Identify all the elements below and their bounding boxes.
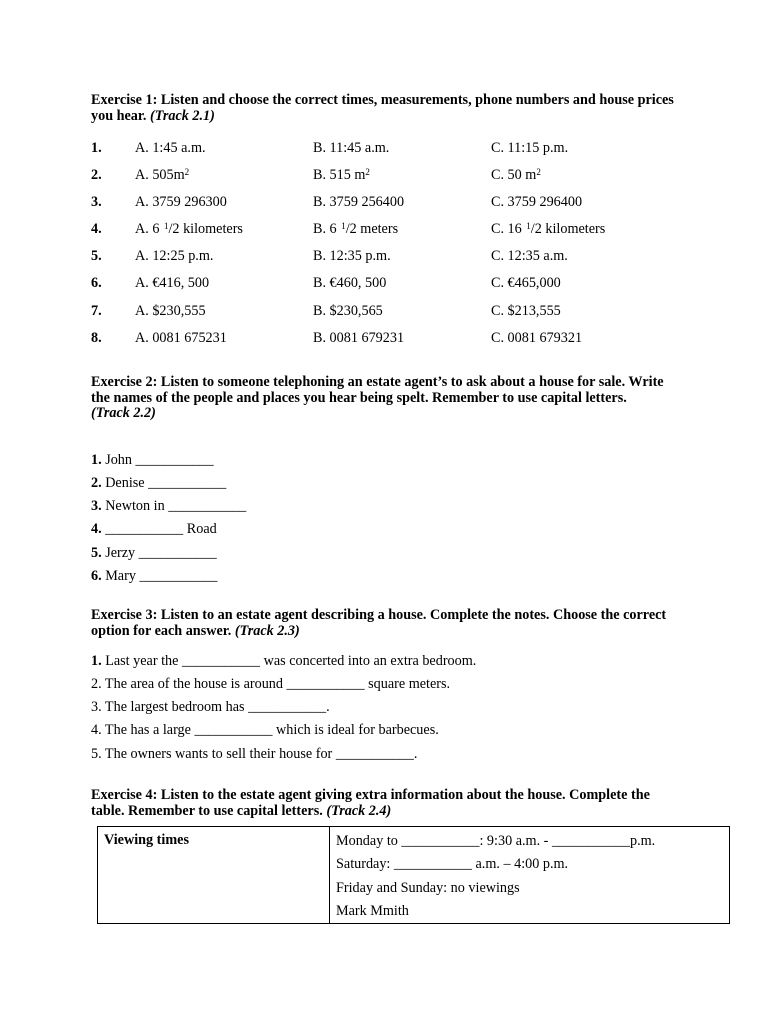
option-c: C. 0081 679321 [491, 330, 583, 346]
item-number: 5. [91, 545, 102, 561]
item-number: 2. [91, 475, 102, 491]
table-line: Friday and Sunday: no viewings [336, 879, 520, 896]
option-c-text: C. 16 [491, 221, 526, 237]
option-a-text: A. 505m [135, 167, 185, 183]
option-a [135, 166, 189, 184]
item-text: Last year the ___________ was concerted into an extra bedroom. [101, 653, 477, 669]
exercise-1-heading [91, 93, 691, 124]
exercise-3-heading-text: Exercise 3: Listen to an estate agent describing a house. Complete the notes. Choose the correct option for each answer. [91, 607, 667, 639]
exercise-1-item [91, 166, 711, 184]
item-number: 2. [91, 167, 102, 183]
item-text: 5. The owners wants to sell their house for ___________. [91, 746, 418, 762]
exercise-2-item [91, 474, 226, 492]
option-b: B. €460, 500 [313, 275, 387, 291]
option-c: C. 3759 296400 [491, 194, 583, 210]
item-number: 1. [91, 653, 102, 669]
option-c-unit: /2 kilometers [530, 221, 606, 237]
option-b-unit: /2 meters [345, 221, 399, 237]
item-number: 4. [91, 221, 102, 237]
fraction-numerator: 1 [163, 221, 169, 231]
viewing-times-table [97, 826, 730, 924]
exercise-1-item [91, 139, 711, 157]
superscript: 2 [365, 167, 370, 177]
option-b: B. 11:45 a.m. [313, 140, 390, 156]
option-c: C. €465,000 [491, 275, 561, 291]
item-text: 2. The area of the house is around ___________ square meters. [91, 676, 451, 692]
item-text: John ___________ [101, 452, 214, 468]
exercise-4-track: (Track 2.4) [326, 802, 392, 819]
fraction-numerator: 1 [341, 221, 346, 231]
item-text: ___________ Road [101, 521, 217, 537]
exercise-3-item [91, 652, 476, 670]
option-b: B. 0081 679231 [313, 330, 405, 346]
superscript: 2 [536, 167, 541, 177]
item-number: 6. [91, 568, 102, 584]
table-content-cell [330, 827, 730, 924]
exercise-2-heading-text: Exercise 2: Listen to someone telephoning an estate agent’s to ask about a house for sale. Write the names of the people and places you hear being spelt. Remember to use capital letters. [91, 374, 664, 406]
exercise-3-item [91, 698, 330, 716]
option-b: B. 3759 256400 [313, 194, 405, 210]
table-line: Mark Mmith [336, 902, 409, 919]
option-b: B. 12:35 p.m. [313, 248, 391, 264]
superscript: 2 [184, 167, 190, 177]
option-b: B. $230,565 [313, 303, 383, 319]
exercise-2-track: (Track 2.2) [91, 405, 156, 421]
exercise-2-item [91, 497, 246, 515]
item-number: 4. [91, 521, 102, 537]
item-number: 7. [91, 303, 102, 319]
option-b-text: B. 515 m [313, 167, 366, 183]
item-number: 3. [91, 194, 102, 210]
exercise-3-heading [91, 608, 671, 639]
fraction-numerator: 1 [526, 221, 531, 231]
option-c: C. $213,555 [491, 303, 561, 319]
exercise-1-item [91, 274, 711, 292]
exercise-1-item [91, 302, 711, 320]
option-b-text: B. 6 [313, 221, 341, 237]
table-line: Monday to ___________: 9:30 a.m. - ___________p.m. [336, 833, 656, 849]
option-a: A. 12:25 p.m. [135, 248, 214, 264]
item-text: 4. The has a large ___________ which is ideal for barbecues. [91, 722, 439, 738]
item-number: 1. [91, 452, 102, 468]
exercise-2-heading [91, 375, 681, 422]
exercise-1-track: (Track 2.1) [150, 107, 215, 124]
option-a: A. 1:45 a.m. [135, 140, 206, 156]
exercise-2-item [91, 451, 214, 469]
exercise-4-heading-text: Exercise 4: Listen to the estate agent giving extra information about the house. Complete the table. Remember to use capital letters. [91, 787, 650, 819]
item-number: 6. [91, 275, 102, 291]
option-c [491, 220, 605, 238]
item-text: Denise ___________ [101, 475, 227, 491]
option-b [313, 220, 398, 238]
exercise-1-item [91, 220, 711, 238]
exercise-2-item [91, 544, 217, 562]
exercise-3-track: (Track 2.3) [234, 622, 300, 639]
item-number: 1. [91, 140, 102, 156]
exercise-3-item [91, 745, 417, 763]
option-b [313, 166, 370, 184]
option-a: A. 0081 675231 [135, 330, 227, 346]
option-a [135, 220, 243, 238]
exercise-2-item [91, 520, 217, 538]
exercise-3-item [91, 721, 439, 739]
exercise-3-item [91, 675, 450, 693]
item-text: Mary ___________ [101, 568, 218, 584]
option-a: A. 3759 296300 [135, 194, 227, 210]
item-text: Newton in ___________ [101, 498, 247, 514]
item-number: 8. [91, 330, 102, 346]
table-row [98, 827, 730, 924]
exercise-2-item [91, 567, 218, 585]
item-text: Jerzy ___________ [101, 545, 217, 561]
option-c-text: C. 50 m [491, 167, 537, 183]
option-a-unit: /2 kilometers [168, 221, 243, 237]
option-a: A. €416, 500 [135, 275, 210, 291]
exercise-1-item [91, 329, 711, 347]
option-c: C. 11:15 p.m. [491, 140, 569, 156]
option-c [491, 166, 541, 184]
exercise-4-heading [91, 788, 681, 819]
option-a-text: A. 6 [135, 221, 163, 237]
item-number: 3. [91, 498, 102, 514]
option-c: C. 12:35 a.m. [491, 248, 568, 264]
item-number: 5. [91, 248, 102, 264]
exercise-1-item [91, 193, 711, 211]
table-line: Saturday: ___________ a.m. – 4:00 p.m. [336, 856, 569, 873]
option-a: A. $230,555 [135, 303, 206, 319]
table-label-cell: Viewing times [98, 827, 330, 924]
exercise-1-heading-text: Exercise 1: Listen and choose the correct times, measurements, phone numbers and house prices you hear. [91, 92, 674, 124]
exercise-1-item [91, 247, 711, 265]
item-text: 3. The largest bedroom has ___________. [91, 699, 330, 715]
